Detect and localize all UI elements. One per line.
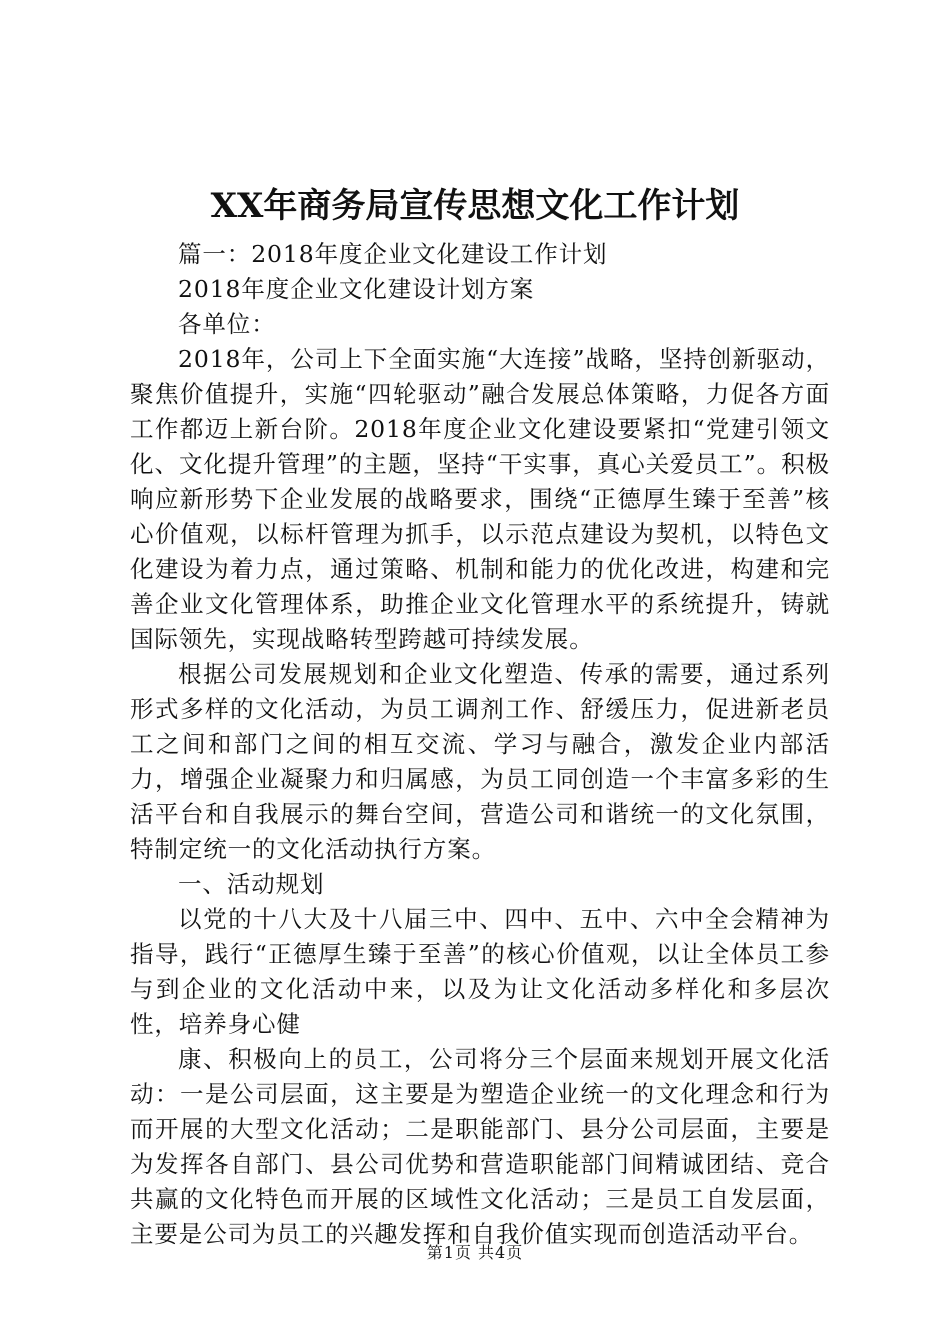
paragraph-2: 根据公司发展规划和企业文化塑造、传承的需要，通过系列形式多样的文化活动，为员工调剂工作、舒缓压力，促进新老员工之间和部门之间的相互交流、学习与融合，激发企业内部活力，增强企业凝聚力和归属感，为员工同创造一个丰富多彩的生活平台和自我展示的舞台空间，营造公司和谐统一的文化氛围，特制定统一的文化活动执行方案。: [130, 660, 830, 863]
subtitle-2: 2018年度企业文化建设计划方案: [178, 275, 535, 303]
document-body: [130, 237, 830, 1252]
paragraph-4: 康、积极向上的员工，公司将分三个层面来规划开展文化活动：一是公司层面，这主要是为塑造企业统一的文化理念和行为而开展的大型文化活动；二是职能部门、县分公司层面，主要是为发挥各自部门、县公司优势和营造职能部门间精诚团结、竞合共赢的文化特色而开展的区域性文化活动；三是员工自发层面，主要是公司为员工的兴趣发挥和自我价值实现而创造活动平台。: [130, 1045, 830, 1248]
page-number-footer: 第1页 共4页: [426, 1243, 524, 1262]
salutation: 各单位：: [178, 310, 276, 338]
subtitle-1: 篇一：2018年度企业文化建设工作计划: [178, 240, 608, 268]
paragraph-3: 以党的十八大及十八届三中、四中、五中、六中全会精神为指导，践行“正德厚生臻于至善”的核心价值观，以让全体员工参与到企业的文化活动中来，以及为让文化活动多样化和多层次性，培养身心健: [130, 905, 830, 1038]
paragraph-1: 2018年，公司上下全面实施“大连接”战略，坚持创新驱动，聚焦价值提升，实施“四轮驱动”融合发展总体策略，力促各方面工作都迈上新台阶。2018年度企业文化建设要紧扣“党建引领文化、文化提升管理”的主题，坚持“干实事，真心关爱员工”。积极响应新形势下企业发展的战略要求，围绕“正德厚生臻于至善”核心价值观，以标杆管理为抓手，以示范点建设为契机，以特色文化建设为着力点，通过策略、机制和能力的优化改进，构建和完善企业文化管理体系，助推企业文化管理水平的系统提升，铸就国际领先，实现战略转型跨越可持续发展。: [130, 345, 830, 653]
section-heading: 一、活动规划: [178, 870, 325, 898]
document-title: XX年商务局宣传思想文化工作计划: [210, 186, 740, 226]
